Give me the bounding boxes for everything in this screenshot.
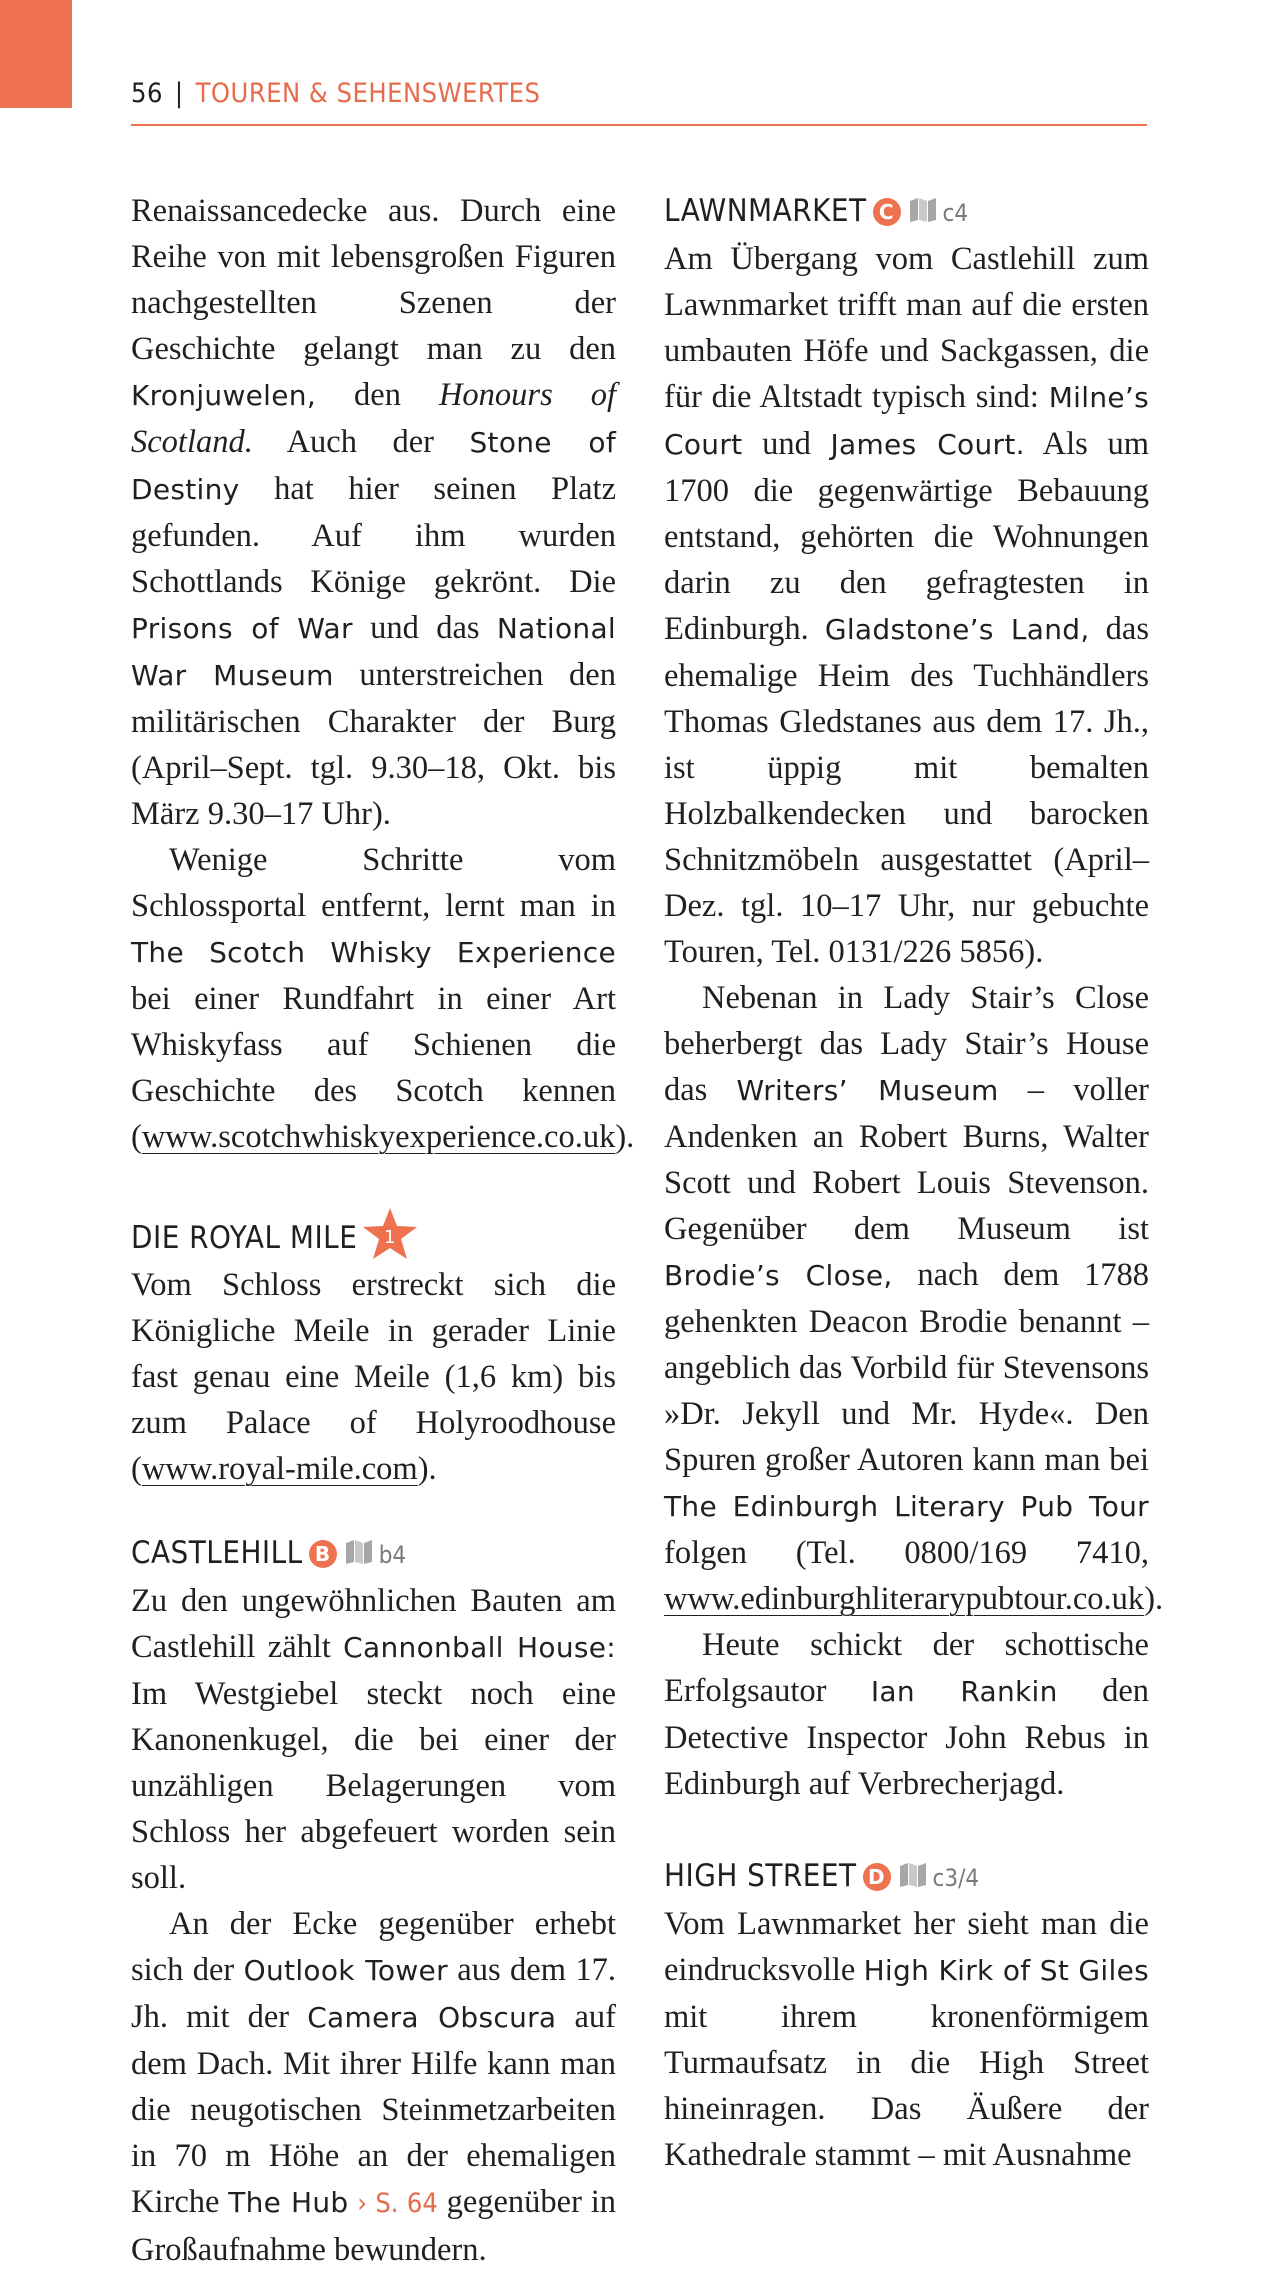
link-royal-mile[interactable]: www.royal-mile.com xyxy=(141,1451,418,1487)
highlight-milnes-court: Milne’s Court xyxy=(664,381,1149,461)
highlight-cannonball-house: Cannonball House: xyxy=(343,1631,617,1664)
section-title: TOUREN & SEHENSWERTES xyxy=(195,78,541,109)
badge-b: B xyxy=(309,1540,337,1568)
highlight-prisons-of-war: Prisons of War xyxy=(131,612,353,645)
link-scotchwhisky[interactable]: www.scotchwhiskyexperience.co.uk xyxy=(141,1119,616,1155)
highlight-scotch-whisky: The Scotch Whisky Experience xyxy=(131,936,616,969)
highlight-literary-pub-tour: The Edinburgh Literary Pub Tour xyxy=(664,1490,1149,1523)
heading-castlehill: CASTLEHILL B b4 xyxy=(131,1535,407,1571)
highlight-james-court: James Court. xyxy=(830,428,1025,461)
grid-ref: b4 xyxy=(378,1541,407,1569)
highlight-the-hub: The Hub xyxy=(228,2186,349,2219)
highlight-war-museum: National War Museum xyxy=(131,612,616,692)
map-icon xyxy=(345,1539,373,1565)
heading-royal-mile: DIE ROYAL MILE 1 xyxy=(131,1206,616,1262)
left-column xyxy=(131,188,635,2273)
map-icon xyxy=(899,1862,927,1888)
paragraph-lawnmarket: Am Übergang vom Castlehill zum Lawnmarket trifft man auf die ersten umbauten Höfe und Sackgassen, die für die Altstadt typisch sind: Milne’s Court und James Court. Als um 1700 die gegenwärtige Bebauung entstand, gehörten die Wohnungen darin zu den gefragtesten in Edinburgh. Gladstone’s Land, das ehemalige Heim des Tuchhändlers Thomas Gledstanes aus dem 17. Jh., ist üppig mit bemalten Holzbalkendecken und barocken Schnitzmöbeln ausgestattet (April–Dez. tgl. 10–17 Uhr, nur gebuchte Touren, Tel. 0131/226 5856). xyxy=(664,241,1150,970)
highlight-ian-rankin: Ian Rankin xyxy=(870,1675,1058,1708)
map-icon xyxy=(909,197,937,223)
page-reference[interactable]: › S. 64 xyxy=(357,2188,438,2219)
paragraph-royal-mile: Vom Schloss erstreckt sich die Königliche Meile in gerader Linie fast genau eine Meile (1,6 km) bis zum Palace of Holyroodhouse (www.royal-mile.com). xyxy=(131,1267,616,1487)
grid-ref: c4 xyxy=(942,199,969,227)
heading-lawnmarket: LAWNMARKET C c4 xyxy=(664,193,969,229)
highlight-writers-museum: Writers’ Museum xyxy=(736,1074,999,1107)
page-number: 56 xyxy=(131,78,163,109)
badge-d: D xyxy=(863,1863,891,1891)
paragraph-whisky: Wenige Schritte vom Schlossportal entfernt, lernt man in The Scotch Whisky Experience bei einer Rundfahrt in einer Art Whiskyfass auf Schienen die Geschichte des Scotch kennen (www.scotchwhiskyexperience.co.uk). xyxy=(131,842,635,1155)
star-number: 1 xyxy=(384,1227,397,1248)
badge-c: C xyxy=(873,198,901,226)
page-corner-tab xyxy=(0,0,72,108)
highlight-st-giles: High Kirk of St Giles xyxy=(863,1954,1149,1987)
heading-high-street: HIGH STREET D c3/4 xyxy=(664,1858,980,1894)
paragraph-castle-interior: Renaissancedecke aus. Durch eine Reihe von mit lebensgroßen Figuren nachgestellten Szenen der Geschichte gelangt man zu den Kronjuwelen, den Honours of Scotland. Auch der Stone of Destiny hat hier seinen Platz gefunden. Auf ihm wurden Schottlands Könige gekrönt. Die Prisons of War und das National War Museum unterstreichen den militärischen Charakter der Burg (April–Sept. tgl. 9.30–18, Okt. bis März 9.30–17 Uhr). xyxy=(131,193,616,832)
running-header xyxy=(131,78,1147,109)
star-icon xyxy=(361,1206,419,1262)
paragraph-high-street: Vom Lawnmarket her sieht man die eindrucksvolle High Kirk of St Giles mit ihrem kronenförmigem Turmaufsatz in die High Street hineinragen. Das Äußere der Kathedrale stammt – mit Ausnahme xyxy=(664,1906,1149,2173)
highlight-stone-of-destiny: Stone of Destiny xyxy=(131,426,616,506)
grid-ref: c3/4 xyxy=(932,1864,980,1892)
paragraph-writers-museum: Nebenan in Lady Stair’s Close beherbergt das Lady Stair’s House das Writers’ Museum – voller Andenken an Robert Burns, Walter Scott und Robert Louis Stevenson. Gegenüber dem Museum ist Brodie’s Close, nach dem 1788 gehenkten Deacon Brodie benannt – angeblich das Vorbild für Stevensons »Dr. Jekyll und Mr. Hyde«. Den Spuren großer Autoren kann man bei The Edinburgh Literary Pub Tour folgen (Tel. 0800/169 7410, www.edinburghliterarypubtour.co.uk). xyxy=(664,980,1164,1617)
link-literary-pub-tour[interactable]: www.edinburghliterarypubtour.co.uk xyxy=(664,1581,1145,1617)
highlight-kronjuwelen: Kronjuwelen, xyxy=(131,379,317,412)
paragraph-outlook-tower: An der Ecke gegenüber erhebt sich der Outlook Tower aus dem 17. Jh. mit der Camera Obscura auf dem Dach. Mit ihrer Hilfe kann man die neugotischen Steinmetzarbeiten in 70 m Höhe an der ehemaligen Kirche The Hub › S. 64 gegenüber in Großaufnahme bewundern. xyxy=(131,1906,617,2268)
highlight-brodies-close: Brodie’s Close, xyxy=(664,1259,893,1292)
highlight-camera-obscura: Camera Obscura xyxy=(307,2001,557,2034)
paragraph-ian-rankin: Heute schickt der schottische Erfolgsautor Ian Rankin den Detective Inspector John Rebus in Edinburgh auf Verbrecherjagd. xyxy=(664,1627,1150,1802)
right-column xyxy=(664,188,1164,2178)
header-rule xyxy=(131,124,1147,126)
highlight-outlook-tower: Outlook Tower xyxy=(243,1954,448,1987)
header-separator: | xyxy=(174,78,184,109)
highlight-gladstones-land: Gladstone’s Land, xyxy=(824,613,1090,646)
italic-honours: Honours of Scotland. xyxy=(131,377,616,460)
paragraph-cannonball: Zu den ungewöhnlichen Bauten am Castlehill zählt Cannonball House: Im Westgiebel steckt noch eine Kanonenkugel, die bei einer der unzähligen Belagerungen vom Schloss her abgefeuert worden sein soll. xyxy=(131,1583,617,1896)
